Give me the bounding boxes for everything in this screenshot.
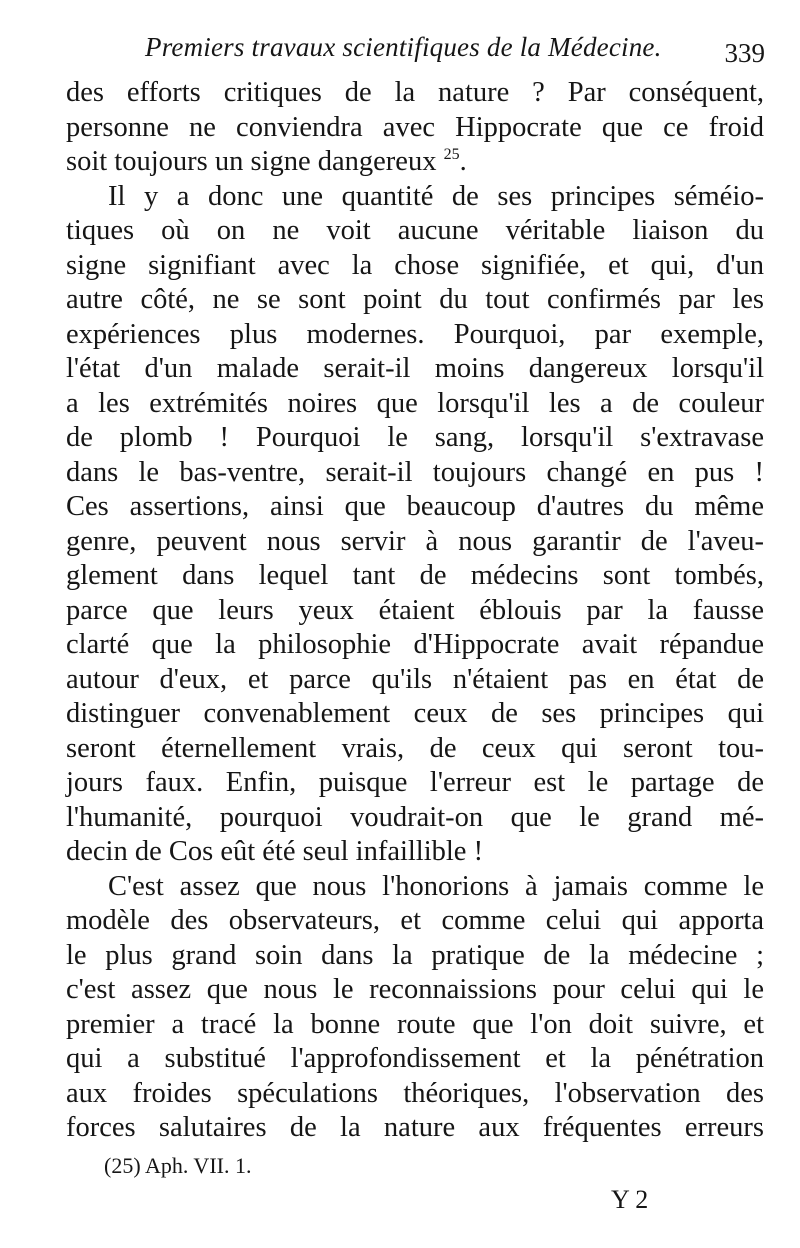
text-line: jours faux. Enfin, puisque l'erreur est le partage de	[66, 767, 764, 798]
text-line: qui a substitué l'approfondissement et la pénétration	[66, 1043, 764, 1074]
text-line: parce que leurs yeux étaient éblouis par la fausse	[66, 594, 764, 626]
text-line: premier a tracé la bonne route que l'on doit suivre, et	[66, 1008, 764, 1040]
footnote: (25) Aph. VII. 1.	[104, 1153, 252, 1178]
text-line: decin de Cos eût été seul infaillible !	[66, 836, 484, 867]
text-line: Ces assertions, ainsi que beaucoup d'autres du même	[66, 491, 764, 522]
text-line: de plomb ! Pourquoi le sang, lorsqu'il s'extravase	[66, 422, 764, 453]
text-line: le plus grand soin dans la pratique de la médecine ;	[66, 939, 764, 971]
text-line: glement dans lequel tant de médecins sont tombés,	[66, 560, 764, 591]
running-head	[145, 32, 765, 72]
text-line: genre, peuvent nous servir à nous garantir de l'aveu-	[66, 525, 764, 557]
line-punctuation: .	[459, 146, 467, 177]
text-line: aux froides spéculations théoriques, l'observation des	[66, 1077, 764, 1109]
text-line: seront éternellement vrais, de ceux qui seront tou-	[66, 732, 764, 764]
line-text: soit toujours un signe dangereux	[66, 146, 437, 177]
running-title: Premiers travaux scientifiques de la Médecine.	[145, 32, 662, 62]
text-line: signe signifiant avec la chose signifiée, et qui, d'un	[66, 249, 764, 281]
body-text	[66, 76, 764, 1146]
text-line: modèle des observateurs, et comme celui qui apporta	[66, 905, 764, 936]
text-line: clarté que la philosophie d'Hippocrate avait répandue	[66, 629, 764, 660]
text-line: l'état d'un malade serait-il moins dangereux lorsqu'il	[66, 353, 764, 384]
page-number: 339	[724, 38, 765, 68]
text-line: des efforts critiques de la nature ? Par conséquent,	[66, 77, 764, 108]
text-line: forces salutaires de la nature aux fréquentes erreurs	[66, 1112, 764, 1143]
text-line: C'est assez que nous l'honorions à jamais comme le	[108, 870, 764, 902]
footnote-reference: 25	[443, 146, 460, 163]
text-line: tiques où on ne voit aucune véritable liaison du	[66, 215, 764, 246]
text-line: Il y a donc une quantité de ses principes séméio-	[108, 180, 764, 212]
text-line: autour d'eux, et parce qu'ils n'étaient pas en état de	[66, 663, 764, 695]
signature-mark: Y 2	[611, 1185, 649, 1214]
text-line: personne ne conviendra avec Hippocrate que ce froid	[66, 111, 764, 143]
text-line: autre côté, ne se sont point du tout confirmés par les	[66, 284, 764, 315]
text-line: expériences plus modernes. Pourquoi, par exemple,	[66, 318, 764, 350]
text-line: l'humanité, pourquoi voudrait-on que le grand mé-	[66, 801, 764, 833]
text-line: c'est assez que nous le reconnaissions pour celui qui le	[66, 974, 764, 1005]
text-line: dans le bas-ventre, serait-il toujours changé en pus !	[66, 456, 764, 488]
text-line: a les extrémités noires que lorsqu'il les a de couleur	[66, 387, 764, 419]
text-line	[66, 145, 764, 180]
text-line: distinguer convenablement ceux de ses principes qui	[66, 698, 764, 729]
